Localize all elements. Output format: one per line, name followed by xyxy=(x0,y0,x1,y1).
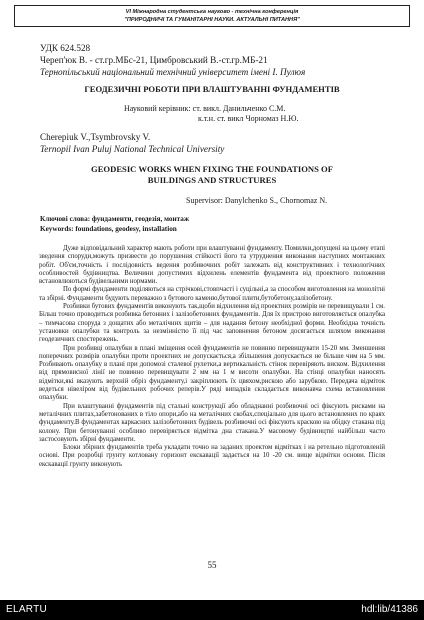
supervisor-en: Supervisor: Danylchenko S., Chornomaz N. xyxy=(186,196,328,205)
keywords-en: Keywords: foundations, geodesy, installation xyxy=(40,225,177,233)
repository-name: ELARTU xyxy=(6,604,48,615)
affiliation-ua: Тернопільський національний технічний університет імені І. Пулюя xyxy=(40,67,306,77)
title-en-line-2: BUILDINGS AND STRUCTURES xyxy=(147,175,277,185)
udk-code: УДК 624.528 xyxy=(40,43,91,53)
affiliation-en: Ternopil Ivan Puluj National Technical University xyxy=(40,144,225,154)
page-number: 55 xyxy=(207,560,217,570)
handle-link[interactable]: hdl:lib/41386 xyxy=(361,604,418,615)
paragraph: Дуже відповідальний характер мають роботи при влаштуванні фундаменту. Помилки,допущені на цьому етапі зведення споруди,можуть призвести до порушення стійкості його та утруднення виконання наступних монтажних робіт. Об'єм,точність і послідовність ведення розбивочних робіт залежать від конструктивних і технологічних особливостей будівництва. Величини допустимих відхилень елементів фундамента від проектного положення встановлюються будівельними нормами. xyxy=(39,245,385,286)
supervisor-ua-1: Науковий керівник: ст. викл. Данильченко С.М. xyxy=(124,104,286,113)
paragraph: При розбивці опалубки в плані зміщення осей фундаментів не повинно перевищувати 15-20 мм. Зменшення поперечних розмірів опалубки проти проектних не допускається,а збільшення допускається не більше чим на 5 мм. Розбивають опалубку в плані при допомозі сталевої рулетки,а вертикальність стінок перевіряють виском. Відхилення від прямовисної лінії не повинно перевищувати 2 мм на 1 м висоти опалубки. На стінці опалубки наносять відмітки,які вказують верхній обріз фундаменту,і закріплюють їх цвяхом,рискою або зарубкою. Передача відміток ведеться нівеліром від будівельних робочих реперів.У рядi випадків складається виконавча схема встановлення опалубки. xyxy=(39,344,385,402)
repository-footer xyxy=(0,600,424,620)
supervisor-ua-2: к.т.н. ст. викл Чорномаз Н.Ю. xyxy=(198,114,299,123)
authors-ua: Череп'юк В. - ст.гр.МБс-21, Цимбровський В.-ст.гр.МБ-21 xyxy=(40,55,268,65)
conference-line-2: "ПРИРОДНИЧІ ТА ГУМАНІТАРНІ НАУКИ. АКТУАЛЬНІ ПИТАННЯ" xyxy=(124,17,300,23)
title-ua: ГЕОДЕЗИЧНІ РОБОТИ ПРИ ВЛАШТУВАННІ ФУНДАМЕНТІВ xyxy=(84,84,340,94)
keywords-ua: Ключові слова: фундаменти, геодезія, монтаж xyxy=(40,215,190,223)
paragraph: При влаштуванні фундаментів під стальні конструкції або обладнанні розбивочні осі фіксують рисками на металічних плитах,забетонованих в тіло опори,або на металічних скобах,спеціально для цього встановлених по краях фундаменту.В фундаментах каркасних залізобетонних будівель розбивочні осі фіксують краскою на обідку стакана під колону. При бетонуванні особливо перевіряється відмітка дна стакана.У масовому будівництві найбільш часто застосовують збірні фундаменти. xyxy=(39,402,385,443)
article-body xyxy=(39,245,385,469)
conference-header xyxy=(14,5,410,27)
paragraph: Блоки збірних фундаментів треба укладати точно на заданих проектом відмітках і на ретельно підготовленій основі. При розробці грунту котловану горизонт екскавації задається на 10 -20 см. вище відмітки основи. Після екскавації грунту виконують xyxy=(39,444,385,468)
authors-en: Cherepiuk V.,Tsymbrovsky V. xyxy=(40,132,151,142)
paragraph: По формі фундаменти поділяються на стрічкові,стовпчасті і суцільні,а за способом виготовлення на монолітні та збірні. Фундаменти будують переважно з бутового каменю,бутової плити,бутобетону,залізобетону. xyxy=(39,286,385,302)
conference-line-1: VI Міжнародна студентська науково - технічна конференція xyxy=(125,9,299,15)
paragraph: Розбивки бутових фундаментів виконують так,щоби відхилення від проектних розмірів не перевищували 1 см. Більш точно проводиться розбивка бетонних і залізобетонних фундаментів. Для їх пристрою виготовляється опалубка – тимчасова споруда з дощатих або металічних щитів – для надання бетону необхідної форми. Необхідна точність установки опалубки та контроль за незмінністю її під час заповнення бетоном досягається шляхом виконання геодезичних спостережень. xyxy=(39,303,385,344)
title-en-line-1: GEODESIC WORKS WHEN FIXING THE FOUNDATIONS OF xyxy=(91,164,333,174)
